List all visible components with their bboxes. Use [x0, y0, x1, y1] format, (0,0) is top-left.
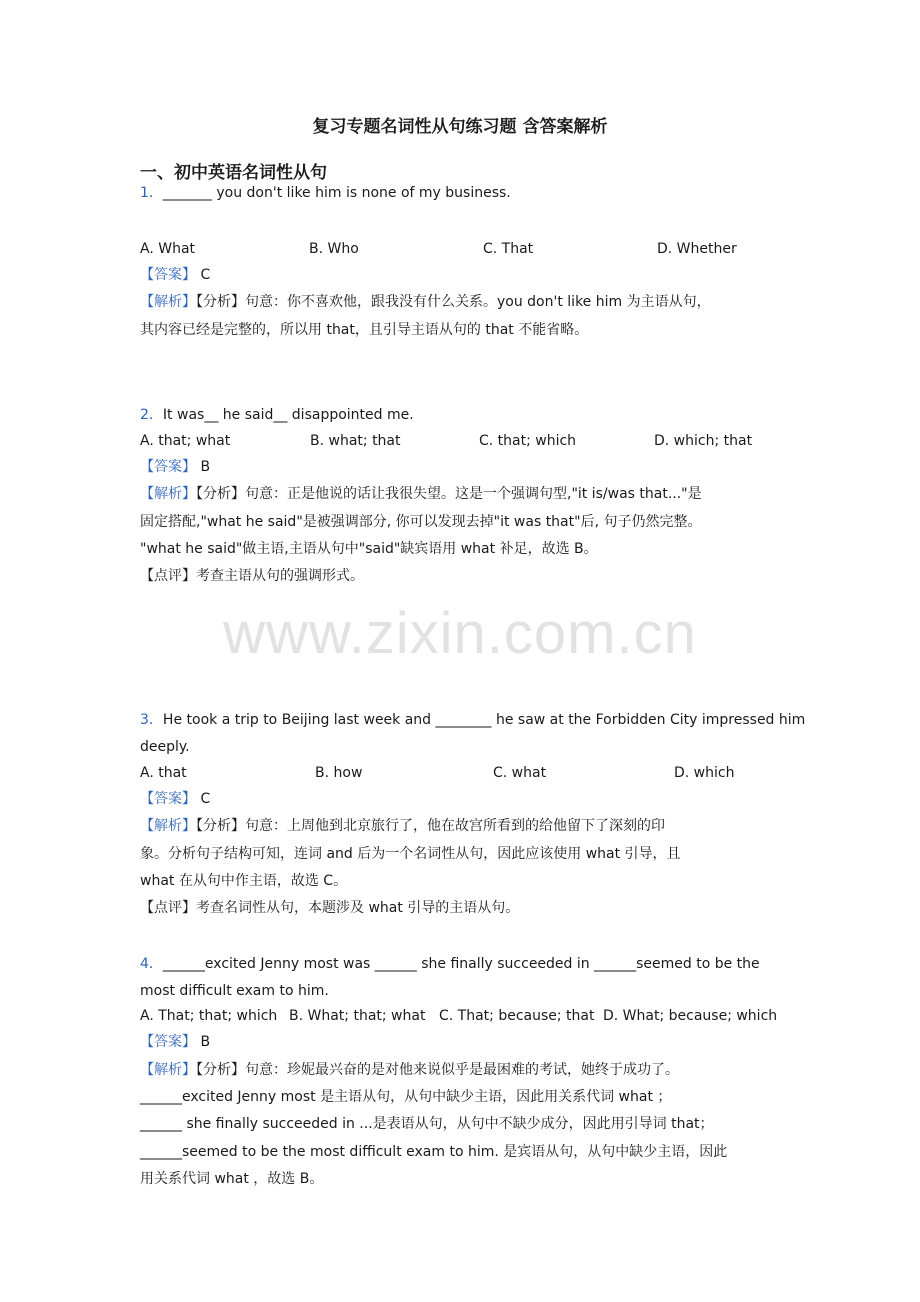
q2-comment: 【点评】考查主语从句的强调形式。: [140, 568, 364, 584]
q3-analysis-line-3: what 在从句中作主语，故选 C。: [140, 873, 348, 889]
question-2-stem: 2．It was__ he said__ disappointed me.: [140, 407, 414, 423]
question-4-stem-line-1: 4．______excited Jenny most was ______ she finally succeeded in ______seemed to be the: [140, 956, 760, 972]
q3-analysis-line-1: 【解析】【分析】句意：上周他到北京旅行了，他在故宫所看到的给他留下了深刻的印: [140, 818, 665, 834]
q4-option-c: C. That; because; that: [439, 1008, 595, 1024]
q1-option-c: C. That: [483, 241, 534, 257]
q2-option-a: A. that; what: [140, 433, 231, 449]
q2-answer: 【答案】 B: [140, 459, 211, 475]
q3-analysis-line-2: 象。分析句子结构可知，连词 and 后为一个名词性从句，因此应该使用 what 引导，且: [140, 846, 681, 862]
question-number: 1．: [140, 185, 163, 201]
q1-option-a: A. What: [140, 241, 196, 257]
q3-option-a: A. that: [140, 765, 187, 781]
question-3-stem-line-1: 3．He took a trip to Beijing last week and ________ he saw at the Forbidden City impressed him: [140, 712, 806, 728]
q1-answer: 【答案】 C: [140, 267, 211, 283]
q2-option-b: B. what; that: [310, 433, 401, 449]
q3-option-b: B. how: [315, 765, 363, 781]
q4-analysis-line-5: 用关系代词 what ，故选 B。: [140, 1171, 324, 1187]
q4-analysis-line-2: ______excited Jenny most 是主语从句，从句中缺少主语，因此用关系代词 what ；: [140, 1089, 672, 1105]
q4-option-b: B. What; that; what: [289, 1008, 426, 1024]
question-1-stem: 1．_______ you don't like him is none of my business.: [140, 185, 511, 201]
question-number: 4．: [140, 956, 163, 972]
q2-analysis-line-3: "what he said"做主语,主语从句中"said"缺宾语用 what 补足，故选 B。: [140, 541, 598, 557]
q4-analysis-line-4: ______seemed to be the most difficult exam to him. 是宾语从句，从句中缺少主语，因此: [140, 1144, 728, 1160]
question-number: 2．: [140, 407, 163, 423]
q4-answer: 【答案】 B: [140, 1034, 211, 1050]
q3-option-c: C. what: [493, 765, 547, 781]
question-4-stem-line-2: most difficult exam to him.: [140, 983, 329, 999]
q4-option-a: A. That; that; which: [140, 1008, 278, 1024]
q4-analysis-line-1: 【解析】【分析】句意：珍妮最兴奋的是对他来说似乎是最困难的考试，她终于成功了。: [140, 1062, 679, 1078]
q2-option-d: D. which; that: [654, 433, 753, 449]
q3-option-d: D. which: [674, 765, 735, 781]
q2-analysis-line-1: 【解析】【分析】句意：正是他说的话让我很失望。这是一个强调句型,"it is/was that..."是: [140, 486, 702, 502]
q2-option-c: C. that; which: [479, 433, 577, 449]
section-heading: 一、初中英语名词性从句: [140, 163, 327, 183]
document-title: 复习专题名词性从句练习题 含答案解析: [312, 117, 608, 137]
q1-analysis-line-1: 【解析】【分析】句意：你不喜欢他，跟我没有什么关系。you don't like him 为主语从句，: [140, 294, 711, 310]
question-3-stem-line-2: deeply.: [140, 739, 190, 755]
q3-answer: 【答案】 C: [140, 791, 211, 807]
q1-option-d: D. Whether: [657, 241, 737, 257]
q1-analysis-line-2: 其内容已经是完整的，所以用 that，且引导主语从句的 that 不能省略。: [140, 322, 589, 338]
q2-analysis-line-2: 固定搭配,"what he said"是被强调部分, 你可以发现去掉"it was that"后, 句子仍然完整。: [140, 514, 702, 530]
q3-comment: 【点评】考查名词性从句，本题涉及 what 引导的主语从句。: [140, 900, 520, 916]
q4-analysis-line-3: ______ she finally succeeded in ...是表语从句，从句中不缺少成分，因此用引导词 that；: [140, 1116, 714, 1132]
q4-option-d: D. What; because; which: [603, 1008, 778, 1024]
watermark: www.zixin.com.cn: [223, 601, 697, 666]
question-number: 3．: [140, 712, 163, 728]
q1-option-b: B. Who: [309, 241, 359, 257]
